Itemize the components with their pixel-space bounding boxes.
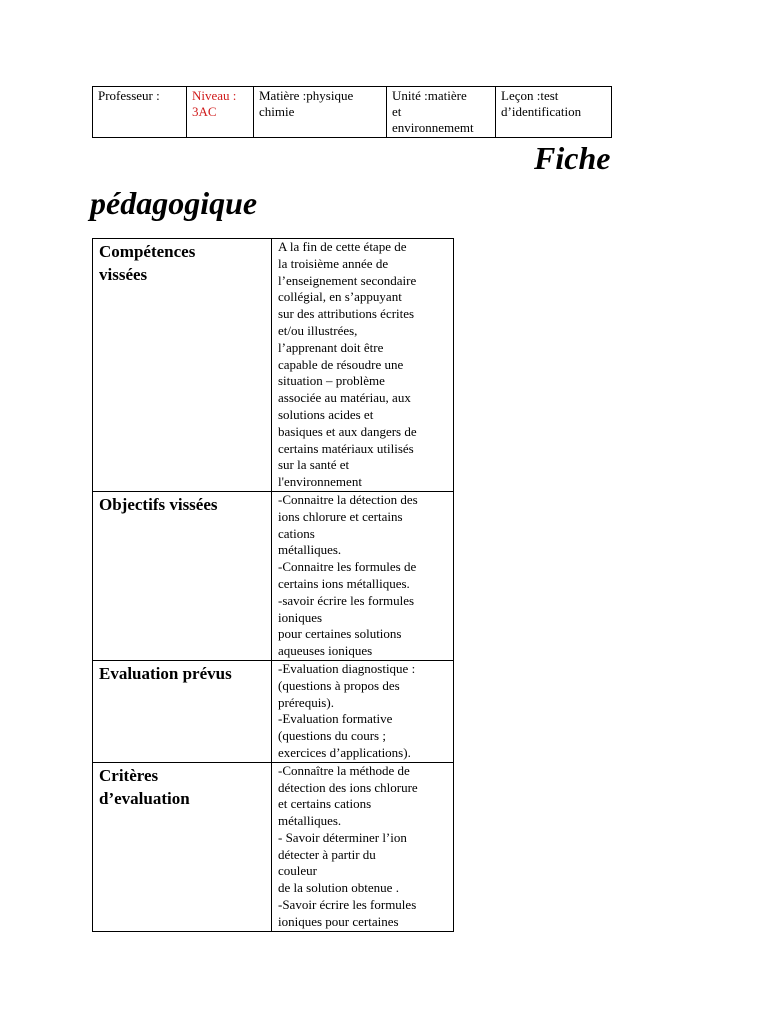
title-line1: Fiche	[534, 140, 611, 176]
header-lecon	[496, 87, 612, 138]
header-matiere-text: Matière :physique chimie	[259, 88, 354, 119]
table-row-objectifs	[93, 491, 454, 660]
header-unite	[387, 87, 496, 138]
row-content-criteres: -Connaître la méthode de détection des ions chlorure et certains cations métalliques. - Savoir déterminer l’ion détecter à partir du couleur de la solution obtenue . -Savoir écrire les formules ioniques pour certaines	[272, 762, 454, 931]
row-label-objectifs: Objectifs vissées	[93, 491, 272, 660]
row-content-evaluation: -Evaluation diagnostique : (questions à propos des prérequis). -Evaluation formative (questions du cours ; exercices d’applications).	[272, 660, 454, 762]
row-label-criteres: Critères d’evaluation	[93, 762, 272, 931]
row-label-competences: Compétences vissées	[93, 239, 272, 492]
header-unite-text: Unité :matière et environnememt	[392, 88, 474, 135]
table-row-competences	[93, 239, 454, 492]
header-niveau-text: Niveau : 3AC	[192, 88, 237, 119]
fiche-table	[92, 238, 454, 932]
table-row-criteres	[93, 762, 454, 931]
row-label-evaluation: Evaluation prévus	[93, 660, 272, 762]
header-professeur-text: Professeur :	[98, 88, 160, 103]
header-niveau	[187, 87, 254, 138]
title-line2: pédagogique	[90, 185, 258, 221]
header-lecon-text: Leçon :test d’identification	[501, 88, 582, 119]
row-content-competences: A la fin de cette étape de la troisième année de l’enseignement secondaire collégial, en s’appuyant sur des attributions écrites et/ou illustrées, l’apprenant doit être capable de résoudre une situation – problème associée au matériau, aux solutions acides et basiques et aux dangers de certains matériaux utilisés sur la santé et l'environnement	[272, 239, 454, 492]
header-professeur	[93, 87, 187, 138]
table-row-evaluation	[93, 660, 454, 762]
row-content-objectifs: -Connaitre la détection des ions chlorure et certains cations métalliques. -Connaitre les formules de certains ions métalliques. -savoir écrire les formules ioniques pour certaines solutions aqueuses ioniques	[272, 491, 454, 660]
header-matiere	[254, 87, 387, 138]
header-table	[92, 86, 612, 138]
